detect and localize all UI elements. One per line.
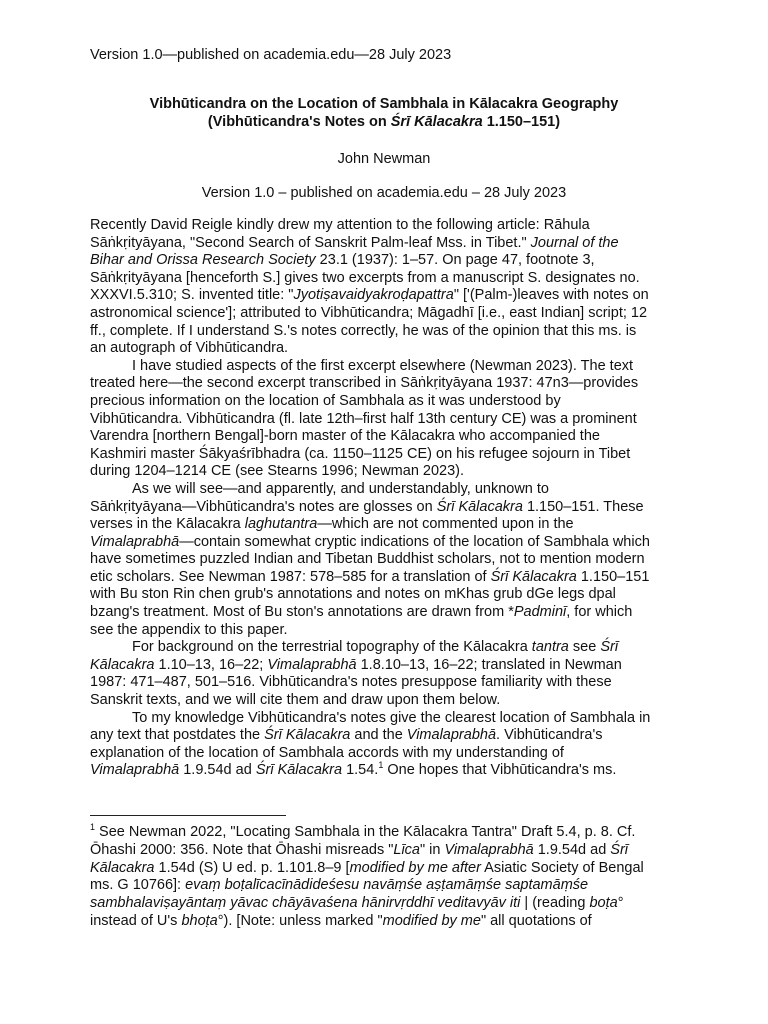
text-run: Vibhūticandra. Vibhūticandra (fl. late 12th–first half 13th century CE) was a prominent [90,410,637,427]
body-line [90,569,690,587]
text-run: ms. G 10766]: [90,877,186,894]
body-line [90,692,690,710]
footnote-line [90,877,690,895]
italic-text: Padminī [513,604,567,621]
title-line-2 [90,113,678,131]
text-run: One hopes that Vibhūticandra's ms. [383,762,617,779]
italic-text: Jyotiṣavaidyakroḍapattra [293,287,454,304]
text-run: ° [617,895,624,912]
text-run: any text that postdates the [90,727,265,744]
text-run: 1.54d (S) U ed. p. 1.101.8–9 [ [154,859,350,876]
text-run: 1.150–151. These [522,498,644,515]
body-line [90,727,690,745]
text-run: Kashmiri master Śākyaśrībhadra (ca. 1150–1125 CE) on his refugee sojourn in Tibet [90,445,631,462]
italic-text: boṭa [589,895,618,912]
italic-text: Śrī Kālacakra [264,727,351,744]
version-header: Version 1.0—published on academia.edu—28 July 2023 [90,47,452,63]
text-run: explanation of the location of Sambhala accords with my understanding of [90,744,564,761]
italic-text: Śrī Kālacakra [255,762,343,779]
italic-text: Vimalaprabhā [90,533,180,550]
italic-text: sambhalaviṣayāntaṃ yāvac chāyāvaśena hānirvṛddhī veditavyāv iti [90,895,521,912]
text-run: —contain somewhat cryptic indications of the location of Sambhala which [179,533,650,550]
body-line [90,534,690,552]
text-run: during 1204–1214 CE (see Stearns 1996; Newman 2023). [90,463,465,480]
text-run: verses in the Kālacakra [90,516,245,533]
text-run: etic scholars. See Newman 1987: 578–585 for a translation of [90,568,491,585]
text-run: Sāṅkṛityāyana—Vibhūticandra's notes are glosses on [90,498,437,515]
text-run: 1.9.54d ad [179,762,256,779]
body-line [90,639,690,657]
text-run: Sāṅkṛityāyana [henceforth S.] gives two excerpts from a manuscript S. designates no. [90,269,640,286]
italic-text: evaṃ boṭalīcacīnādideśesu navāṃśe aṣṭamāṃśe saptamāṃśe [185,877,589,894]
text-run: —which are not commented upon in the [317,516,574,533]
body-line [90,710,690,728]
italic-text: Bihar and Orissa Research Society [90,252,316,269]
body-line [90,375,690,393]
body-line [90,586,690,604]
italic-text: Journal of the [530,234,619,251]
text-run: See Newman 2022, "Locating Sambhala in the Kālacakra Tantra" Draft 5.4, p. 8. Cf. [95,824,636,840]
text-run: astronomical science']; attributed to Vibhūticandra; Māgadhī [i.e., east Indian] script; 12 [90,304,648,321]
body-line [90,762,690,780]
italic-text: tantra [531,639,569,656]
body-line [90,323,690,341]
text-run: have sometimes puzzled Indian and Tibetan Buddhist scholars, not to mention modern [90,551,645,568]
body-line [90,622,690,640]
body-line [90,499,690,517]
text-run: with Bu ston Rin chen grub's annotations and notes on mKhas grub dGe legs dpal [90,586,616,603]
italic-text: Vimalaprabhā [406,727,497,744]
text-run: 1987: 471–487, 501–516. Vibhūticandra's notes presuppose familiarity with these [90,674,612,691]
body-line [90,745,690,763]
text-run: I have studied aspects of the first excerpt elsewhere (Newman 2023). The text [132,357,634,374]
text-run: As we will see—and apparently, and understandably, unknown to [132,480,549,497]
body-text [90,217,690,780]
text-run: XXXVI.5.310; S. invented title: " [90,287,294,304]
footnote-line [90,913,690,931]
text-run: treated here—the second excerpt transcribed in Sāṅkṛityāyana 1937: 47n3—provides [90,375,639,392]
paper-title [90,95,678,131]
text-run: °). [Note: unless marked " [217,912,383,929]
footnote-line [90,860,690,878]
text-run: instead of U's [90,912,182,929]
text-run: | (reading [520,895,590,912]
text-run: For background on the terrestrial topography of the Kālacakra [132,639,532,656]
body-line [90,446,690,464]
italic-text: Kālacakra [90,656,155,673]
footnotes [90,824,690,931]
text-run: 1.150–151 [576,568,650,585]
body-line [90,657,690,675]
footnote-separator [90,815,286,816]
body-line [90,235,690,253]
footnote-marker: 1 [90,822,96,833]
text-run: Recently David Reigle kindly drew my attention to the following article: Rāhula [90,217,590,233]
body-line [90,481,690,499]
text-run: Sanskrit texts, and we will cite them and draw upon them below. [90,692,501,709]
text-run: To my knowledge Vibhūticandra's notes give the clearest location of Sambhala in [132,709,651,726]
text-run: " all quotations of [480,912,592,929]
text-run: Sāṅkṛityāyana, "Second Search of Sanskrit Palm-leaf Mss. in Tibet." [90,234,531,251]
body-line [90,411,690,429]
text-run: Ōhashi 2000: 356. Note that Ōhashi misreads " [90,841,394,858]
text-run: 1.8.10–13, 16–22; translated in Newman [356,656,622,673]
text-run: , for which [566,604,633,621]
italic-text: Kālacakra [90,859,155,876]
footnote-line [90,824,690,842]
text-run: ff., complete. If I understand S.'s notes correctly, he was of the opinion that this ms. is [90,322,637,339]
text-run: see the appendix to this paper. [90,621,288,638]
body-line [90,674,690,692]
version-line: Version 1.0 – published on academia.edu – 28 July 2023 [201,185,567,201]
italic-text: Śrī [610,841,629,858]
text-run: and the [350,727,407,744]
body-line [90,252,690,270]
title-line-2-end: 1.150–151) [482,114,561,130]
body-line [90,393,690,411]
text-run: . Vibhūticandra's [496,727,603,744]
body-line [90,340,690,358]
italic-text: Vimalaprabhā [90,762,180,779]
body-line [90,604,690,622]
italic-text: modified by me after [349,859,481,876]
body-line [90,428,690,446]
text-run: precious information on the location of Sambhala as it was understood by [90,392,561,409]
body-line [90,287,690,305]
body-line [90,463,690,481]
body-line [90,270,690,288]
text-run: Varendra [northern Bengal]-born master of the Kālacakra who accompanied the [90,428,600,445]
title-line-1: Vibhūticandra on the Location of Sambhala in Kālacakra Geography [149,96,619,112]
text-run: bzang's treatment. Most of Bu ston's annotations are drawn from * [90,604,514,621]
italic-text: Śrī Kālacakra [436,498,523,515]
body-line [90,305,690,323]
italic-text: laghutantra [244,516,318,533]
italic-text: modified by me [382,912,481,929]
text-run: see [568,639,601,656]
italic-text: Līca [393,841,420,858]
text-run: 1.10–13, 16–22; [154,656,268,673]
footnote-line [90,842,690,860]
italic-text: Vimalaprabhā [267,656,357,673]
title-line-2-work: Śrī Kālacakra [390,114,483,130]
title-line-2-start: (Vibhūticandra's Notes on [207,114,391,130]
text-run: an autograph of Vibhūticandra. [90,340,289,357]
text-run: " ['(Palm-)leaves with notes on [453,287,649,304]
text-run: 23.1 (1937): 1–57. On page 47, footnote 3, [315,252,595,269]
body-line [90,358,690,376]
body-line [90,516,690,534]
italic-text: Śrī [600,639,619,656]
text-run: 1.9.54d ad [533,841,611,858]
footnote-marker: 1 [378,760,384,771]
text-run: Asiatic Society of Bengal [480,859,644,876]
italic-text: bhoṭa [181,912,218,929]
body-line [90,551,690,569]
italic-text: Śrī Kālacakra [490,568,577,585]
footnote-line [90,895,690,913]
italic-text: Vimalaprabhā [444,841,534,858]
body-line [90,217,690,235]
author-name: John Newman [337,151,431,167]
text-run: 1.54. [342,762,379,779]
text-run: " in [419,841,445,858]
